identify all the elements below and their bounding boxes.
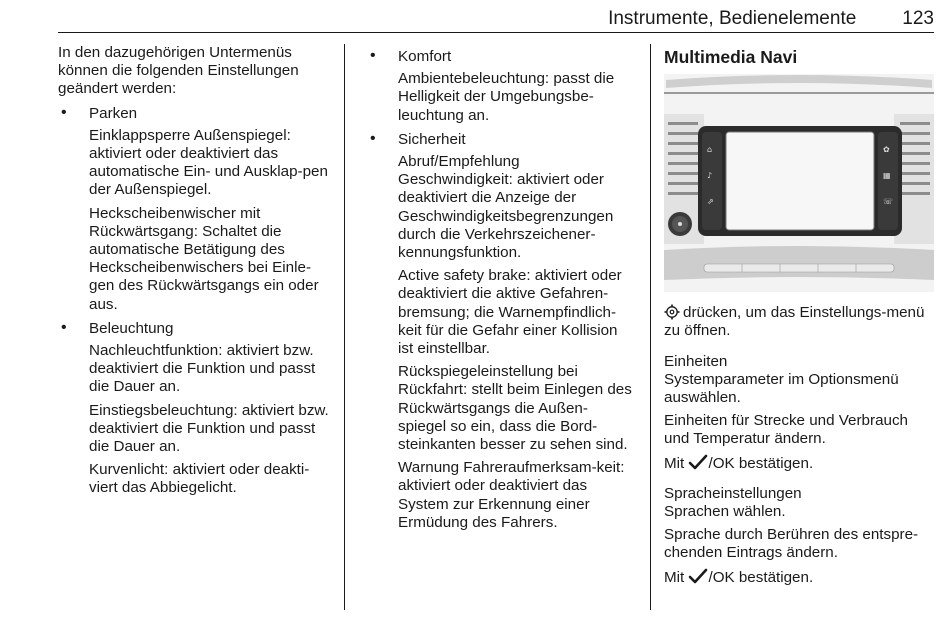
column-2 — [367, 44, 635, 537]
multimedia-unit-photo — [664, 74, 934, 292]
setting-item — [58, 205, 333, 314]
confirm-line — [664, 454, 934, 473]
column-divider — [344, 44, 345, 610]
setting-term: Ambientebeleuchtung — [398, 70, 545, 88]
instruction-line: Sprache durch Berühren des entspre-chenden Eintrags ändern. — [664, 526, 919, 562]
setting-desc: : aktiviert oder deaktiviert die aktive Gefahren-bremsung; die Warnempfindlich-keit für die Gefahr einer Kollision ist einstellbar. — [398, 267, 622, 358]
confirm-line — [664, 568, 934, 587]
bullet-sicherheit — [367, 131, 635, 149]
subheading-sprache: Spracheinstellungen — [664, 484, 802, 502]
section-heading: Multimedia Navi — [664, 47, 798, 67]
ui-term: Temperatur — [693, 430, 771, 448]
setting-term: Heckscheibenwischer mit Rückwärtsgang — [89, 204, 261, 240]
setting-term: Kurvenlicht — [89, 461, 165, 479]
setting-term: Einklappsperre Außenspiegel — [89, 126, 287, 144]
bullet-label: Sicherheit — [398, 130, 466, 148]
ui-term: Sprachen — [664, 503, 730, 521]
ui-term: Strecke und Verbrauch — [753, 412, 908, 430]
setting-term: Warnung Fahreraufmerksam-keit — [398, 459, 621, 477]
setting-desc: : stellt beim Einlegen des Rückwärtsgangs die Außen-spiegel so ein, dass die Bord-steinkanten besser zu sehen sind. — [398, 381, 632, 454]
ok-label: /OK — [708, 454, 735, 472]
bullet-label: Komfort — [398, 48, 452, 65]
instruction-line — [664, 412, 934, 448]
setting-desc: : aktiviert oder deakti-viert das Abbiegelicht. — [89, 461, 310, 497]
page-number: 123 — [902, 8, 934, 29]
setting-term: Nachleuchtfunktion — [89, 342, 219, 360]
instruction-text: wählen. — [729, 503, 786, 521]
ok-label: /OK — [708, 568, 735, 586]
press-instruction — [664, 304, 934, 340]
bullet-label: Beleuchtung — [89, 319, 174, 337]
bullet-komfort — [367, 48, 635, 66]
instruction-text: und — [664, 430, 694, 448]
setting-item — [367, 363, 635, 454]
setting-item — [367, 459, 635, 532]
instruction-text: Mit — [664, 454, 689, 472]
setting-item — [58, 342, 333, 397]
press-text: drücken, um das Einstellungs-menü zu öffnen. — [664, 304, 925, 340]
setting-term: Active safety brake — [398, 267, 527, 285]
instruction-line — [664, 503, 934, 521]
bullet-parken — [58, 105, 333, 123]
svg-text:✿: ✿ — [883, 145, 890, 155]
setting-term: Abruf/Empfehlung Geschwindigkeit — [398, 153, 520, 189]
setting-desc: : aktiviert bzw. deaktiviert die Funktion und passt die Dauer an. — [89, 342, 316, 396]
page-header — [0, 8, 934, 32]
instruction-text: bestätigen. — [734, 454, 814, 472]
column-1 — [58, 44, 333, 503]
setting-item — [367, 267, 635, 358]
instruction-text: im Optionsmenü auswählen. — [664, 370, 899, 407]
bullet-icon: • — [370, 47, 376, 64]
svg-text:♪: ♪ — [707, 171, 713, 181]
ui-term: Systemparameter — [664, 370, 784, 388]
setting-term: Rückspiegeleinstellung bei Rückfahrt — [398, 363, 578, 399]
setting-term: Einstiegsbeleuchtung — [89, 401, 234, 419]
column-divider — [650, 44, 651, 610]
setting-item — [58, 402, 333, 457]
instruction-text: ändern. — [770, 430, 826, 448]
setting-desc: : aktiviert oder deaktiviert das automatische Ein- und Ausklap-pen der Außenspiegel. — [89, 126, 328, 199]
instruction-text: bestätigen. — [734, 568, 814, 586]
checkmark-icon — [688, 454, 708, 470]
bullet-beleuchtung — [58, 320, 333, 338]
bullet-icon: • — [370, 129, 376, 147]
svg-text:☏: ☏ — [883, 197, 894, 207]
instruction-text: Einheiten für — [664, 412, 754, 430]
intro-text: In den dazugehörigen Untermenüs können die folgenden Einstellungen geändert werden: — [58, 44, 299, 98]
subheading-einheiten: Einheiten — [664, 352, 728, 370]
setting-item — [58, 127, 333, 200]
bullet-icon: • — [61, 103, 67, 121]
instruction-text: Mit — [664, 568, 689, 586]
column-3 — [664, 44, 934, 592]
setting-item — [58, 461, 333, 497]
bullet-label: Parken — [89, 104, 138, 122]
svg-text:⌂: ⌂ — [707, 145, 713, 155]
setting-desc: : aktiviert bzw. deaktiviert die Funktion und passt die Dauer an. — [89, 401, 329, 456]
gear-icon — [664, 304, 680, 320]
svg-text:⇗: ⇗ — [707, 197, 714, 207]
setting-desc: : aktiviert oder deaktiviert das System zur Erkennung einer Ermüdung des Fahrers. — [398, 459, 625, 531]
bullet-icon: • — [61, 318, 67, 336]
setting-item — [367, 153, 635, 262]
instruction-line — [664, 371, 934, 407]
svg-text:▦: ▦ — [883, 171, 891, 181]
checkmark-icon — [688, 568, 708, 584]
section-title: Instrumente, Bedienelemente — [608, 8, 857, 29]
setting-desc: : aktiviert oder deaktiviert die Anzeige der Geschwindigkeitsbegrenzungen durch die Verkehrszeichener-kennungsfunktion. — [398, 171, 614, 262]
setting-desc: : Schaltet die automatische Betätigung des Heckscheibenwischers bei Einle-gen des Rückwärtsgangs ein oder aus. — [89, 222, 319, 313]
header-rule — [58, 32, 934, 33]
setting-desc: : passt die Helligkeit der Umgebungsbe-leuchtung an. — [398, 70, 615, 124]
setting-item — [367, 70, 635, 125]
